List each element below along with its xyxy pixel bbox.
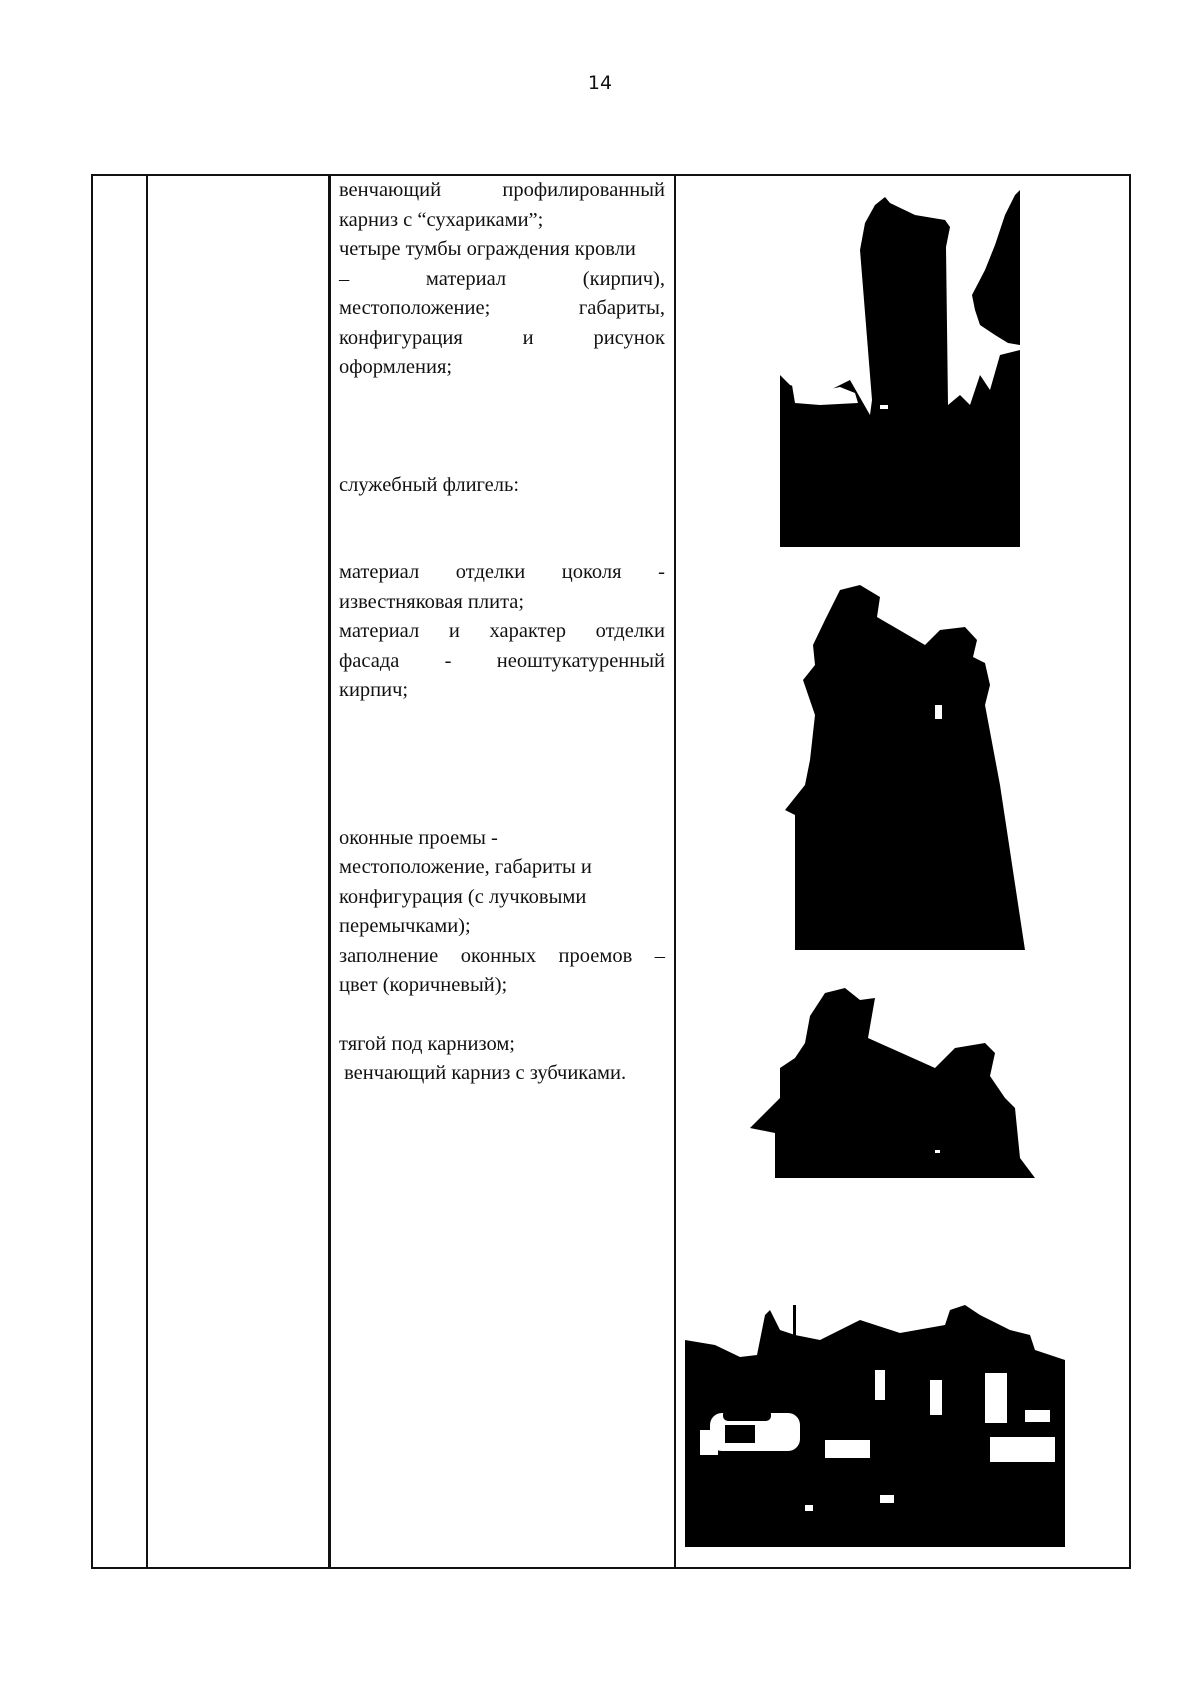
wing-heading: служебный флигель: [339, 473, 520, 496]
photo-wing-side [750, 988, 1055, 1178]
table-border-bottom [91, 1567, 1131, 1569]
column-divider-3 [674, 174, 676, 1569]
photo-tower [780, 175, 1020, 547]
description-line: заполнение оконных проемов – [339, 944, 665, 967]
description-line: материал и характер отделки [339, 620, 665, 642]
column-divider-1 [146, 174, 148, 1569]
description-line: карниз с “сухариками”; [339, 208, 544, 231]
page-number: 14 [587, 72, 613, 94]
description-line: фасада - неоштукатуренный [339, 649, 665, 672]
photo-wing-corner [785, 585, 1030, 950]
description-line: оформления; [339, 356, 453, 378]
description-line: конфигурация (с лучковыми [339, 885, 587, 908]
description-line: перемычками); [339, 915, 471, 937]
description-line: цвет (коричневый); [339, 974, 508, 996]
description-line: известняковая плита; [339, 590, 525, 613]
description-line: четыре тумбы ограждения кровли [339, 238, 636, 260]
description-line: местоположение; габариты, [339, 297, 665, 319]
description-line: материал отделки цоколя - [339, 561, 665, 583]
description-line: – материал (кирпич), [339, 267, 665, 290]
description-line: местоположение, габариты и [339, 856, 592, 878]
table-border-right [1129, 174, 1131, 1569]
description-line: венчающий карниз с зубчиками. [339, 1062, 627, 1084]
table-border-left [91, 174, 93, 1569]
description-line: венчающий профилированный [339, 179, 665, 201]
description-line: конфигурация и рисунок [339, 326, 665, 349]
description-line: оконные проемы - [339, 826, 498, 849]
column-divider-2 [328, 174, 331, 1569]
description-cell [339, 176, 665, 1089]
description-line: тягой под карнизом; [339, 1032, 515, 1055]
description-line: кирпич; [339, 679, 409, 701]
photo-street-view [685, 1285, 1065, 1547]
